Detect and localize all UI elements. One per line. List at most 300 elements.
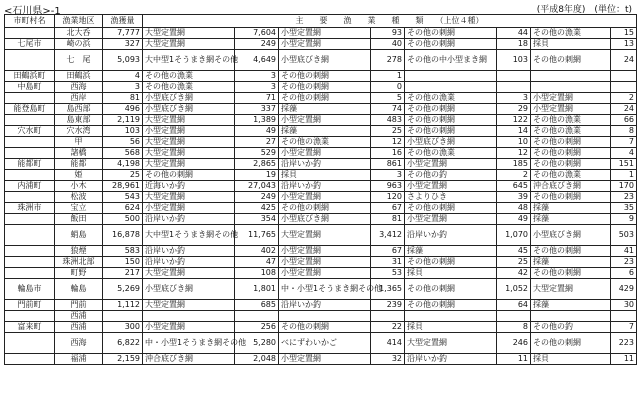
catch-cell: 4,198 xyxy=(103,159,143,170)
type-2-cell: 小型定置網 xyxy=(279,148,371,159)
municipality-cell xyxy=(5,93,55,104)
table-row xyxy=(5,322,637,333)
value-1-cell: 19 xyxy=(235,170,279,181)
type-2-cell: 小型定置網 xyxy=(279,115,371,126)
catch-cell: 5,093 xyxy=(103,50,143,71)
value-3-cell: 185 xyxy=(497,159,531,170)
table-row xyxy=(5,333,637,354)
type-4-cell: その他の漁業 xyxy=(531,126,611,137)
type-1-cell: 近海いか釣 xyxy=(143,181,235,192)
catch-cell xyxy=(103,311,143,322)
type-4-cell xyxy=(531,311,611,322)
type-3-cell: 小型定置網 xyxy=(405,159,497,170)
type-4-cell: その他の刺網 xyxy=(531,192,611,203)
table-row xyxy=(5,214,637,225)
value-4-cell: 13 xyxy=(611,39,637,50)
value-3-cell: 14 xyxy=(497,126,531,137)
area-cell: 西海 xyxy=(55,82,103,93)
value-2-cell: 53 xyxy=(371,268,405,279)
value-3-cell: 42 xyxy=(497,268,531,279)
area-cell: 輪島 xyxy=(55,279,103,300)
value-2-cell: 483 xyxy=(371,115,405,126)
municipality-cell: 中島町 xyxy=(5,82,55,93)
value-3-cell: 2 xyxy=(497,170,531,181)
type-1-cell: 大型定置網 xyxy=(143,137,235,148)
municipality-cell: 内浦町 xyxy=(5,181,55,192)
municipality-cell xyxy=(5,192,55,203)
type-4-cell xyxy=(531,71,611,82)
type-4-cell: その他の刺網 xyxy=(531,333,611,354)
area-cell: 崎の浜 xyxy=(55,39,103,50)
area-cell: 小木 xyxy=(55,181,103,192)
type-1-cell: 沖合底びき網 xyxy=(143,354,235,365)
catch-cell: 568 xyxy=(103,148,143,159)
table-row xyxy=(5,93,637,104)
type-3-cell: その他の刺網 xyxy=(405,104,497,115)
area-cell: 島東部 xyxy=(55,115,103,126)
area-cell: 諸橋 xyxy=(55,148,103,159)
value-3-cell: 11 xyxy=(497,354,531,365)
type-1-cell: 小型底びき網 xyxy=(143,279,235,300)
type-3-cell: その他の刺網 xyxy=(405,203,497,214)
type-4-cell: その他の刺網 xyxy=(531,246,611,257)
type-2-cell: 採藻 xyxy=(279,126,371,137)
header-municipality: 市町村名 xyxy=(5,15,55,28)
type-3-cell: その他の刺網 xyxy=(405,39,497,50)
municipality-cell: 門前町 xyxy=(5,300,55,311)
type-4-cell: その他の釣 xyxy=(531,322,611,333)
value-1-cell: 27,043 xyxy=(235,181,279,192)
value-3-cell: 64 xyxy=(497,300,531,311)
value-1-cell: 5,280 xyxy=(235,333,279,354)
value-2-cell: 278 xyxy=(371,50,405,71)
value-2-cell: 239 xyxy=(371,300,405,311)
value-3-cell xyxy=(497,82,531,93)
value-1-cell: 47 xyxy=(235,257,279,268)
table-row xyxy=(5,50,637,71)
value-1-cell: 3 xyxy=(235,82,279,93)
value-1-cell: 256 xyxy=(235,322,279,333)
type-1-cell: 大型定置網 xyxy=(143,115,235,126)
value-1-cell: 249 xyxy=(235,192,279,203)
type-2-cell: 採藻 xyxy=(279,104,371,115)
type-4-cell xyxy=(531,82,611,93)
catch-cell: 6,822 xyxy=(103,333,143,354)
area-cell: 西岸 xyxy=(55,93,103,104)
value-2-cell: 32 xyxy=(371,354,405,365)
catch-cell: 2,119 xyxy=(103,115,143,126)
table-row xyxy=(5,192,637,203)
area-cell: 飯田 xyxy=(55,214,103,225)
value-3-cell: 1,052 xyxy=(497,279,531,300)
type-3-cell: その他の漁業 xyxy=(405,93,497,104)
value-1-cell: 529 xyxy=(235,148,279,159)
value-3-cell: 246 xyxy=(497,333,531,354)
type-4-cell: その他の刺網 xyxy=(531,148,611,159)
value-2-cell: 67 xyxy=(371,203,405,214)
type-2-cell xyxy=(279,311,371,322)
value-3-cell: 18 xyxy=(497,39,531,50)
value-3-cell: 10 xyxy=(497,137,531,148)
type-4-cell: 採藻 xyxy=(531,257,611,268)
table-row xyxy=(5,300,637,311)
type-3-cell: その他の漁業 xyxy=(405,148,497,159)
value-3-cell: 48 xyxy=(497,203,531,214)
value-2-cell: 1,365 xyxy=(371,279,405,300)
value-4-cell: 7 xyxy=(611,322,637,333)
type-4-cell: 採藻 xyxy=(531,214,611,225)
type-4-cell: その他の漁業 xyxy=(531,115,611,126)
value-1-cell: 71 xyxy=(235,93,279,104)
catch-cell: 56 xyxy=(103,137,143,148)
type-1-cell xyxy=(143,311,235,322)
type-1-cell: 大型定置網 xyxy=(143,28,235,39)
municipality-cell xyxy=(5,354,55,365)
municipality-cell xyxy=(5,137,55,148)
type-4-cell: その他の漁業 xyxy=(531,28,611,39)
area-cell: 狼煙 xyxy=(55,246,103,257)
municipality-cell: 富来町 xyxy=(5,322,55,333)
type-4-cell: その他の刺網 xyxy=(531,159,611,170)
area-cell: 穴水湾 xyxy=(55,126,103,137)
type-2-cell: 小型定置網 xyxy=(279,257,371,268)
type-2-cell: その他の刺網 xyxy=(279,71,371,82)
table-row xyxy=(5,115,637,126)
catch-cell: 2,159 xyxy=(103,354,143,365)
type-2-cell: その他の刺網 xyxy=(279,203,371,214)
table-row xyxy=(5,268,637,279)
area-cell: 田鶴浜 xyxy=(55,71,103,82)
catch-cell: 300 xyxy=(103,322,143,333)
type-3-cell: その他の刺網 xyxy=(405,279,497,300)
value-1-cell: 108 xyxy=(235,268,279,279)
type-2-cell: べにずわいかご xyxy=(279,333,371,354)
table-row xyxy=(5,159,637,170)
type-1-cell: 大型定置網 xyxy=(143,39,235,50)
type-3-cell xyxy=(405,82,497,93)
type-2-cell: 大型定置網 xyxy=(279,225,371,246)
area-cell: 町野 xyxy=(55,268,103,279)
area-cell: 北大呑 xyxy=(55,28,103,39)
value-1-cell: 3 xyxy=(235,71,279,82)
type-1-cell: 小型底びき網 xyxy=(143,104,235,115)
value-3-cell: 103 xyxy=(497,50,531,71)
value-4-cell: 41 xyxy=(611,246,637,257)
value-3-cell xyxy=(497,311,531,322)
type-3-cell: 採貝 xyxy=(405,268,497,279)
value-4-cell: 24 xyxy=(611,50,637,71)
area-cell: 珠洲北部 xyxy=(55,257,103,268)
type-1-cell: 大型定置網 xyxy=(143,159,235,170)
type-4-cell: 沖合底びき網 xyxy=(531,181,611,192)
value-4-cell xyxy=(611,71,637,82)
area-cell: 松波 xyxy=(55,192,103,203)
table-row xyxy=(5,82,637,93)
type-3-cell: その他の刺網 xyxy=(405,257,497,268)
value-4-cell: 6 xyxy=(611,268,637,279)
value-1-cell: 2,865 xyxy=(235,159,279,170)
value-4-cell: 11 xyxy=(611,354,637,365)
catch-cell: 500 xyxy=(103,214,143,225)
type-3-cell: 採藻 xyxy=(405,246,497,257)
type-3-cell: 小型底びき網 xyxy=(405,137,497,148)
table-row xyxy=(5,246,637,257)
value-3-cell: 3 xyxy=(497,93,531,104)
value-3-cell: 44 xyxy=(497,28,531,39)
value-3-cell: 39 xyxy=(497,192,531,203)
type-2-cell: 沿岸いか釣 xyxy=(279,159,371,170)
type-1-cell: 小型定置網 xyxy=(143,322,235,333)
value-4-cell: 170 xyxy=(611,181,637,192)
area-cell: 門前 xyxy=(55,300,103,311)
type-1-cell: 大型定置網 xyxy=(143,192,235,203)
catch-cell: 4 xyxy=(103,71,143,82)
area-cell: 西浦 xyxy=(55,311,103,322)
catch-cell: 25 xyxy=(103,170,143,181)
type-4-cell: 大型定置網 xyxy=(531,279,611,300)
value-4-cell: 2 xyxy=(611,93,637,104)
table-body xyxy=(5,28,637,365)
value-2-cell: 3,412 xyxy=(371,225,405,246)
value-2-cell: 3 xyxy=(371,170,405,181)
municipality-cell xyxy=(5,214,55,225)
table-row xyxy=(5,181,637,192)
type-3-cell: 小型定置網 xyxy=(405,214,497,225)
type-1-cell: その他の漁業 xyxy=(143,71,235,82)
municipality-cell xyxy=(5,170,55,181)
value-4-cell: 7 xyxy=(611,137,637,148)
value-4-cell: 23 xyxy=(611,257,637,268)
value-3-cell: 49 xyxy=(497,214,531,225)
municipality-cell xyxy=(5,246,55,257)
value-1-cell: 685 xyxy=(235,300,279,311)
type-2-cell: 小型底びき網 xyxy=(279,50,371,71)
type-2-cell: 小型定置網 xyxy=(279,192,371,203)
type-2-cell: 沿岸いか釣 xyxy=(279,300,371,311)
catch-cell: 583 xyxy=(103,246,143,257)
value-1-cell: 4,649 xyxy=(235,50,279,71)
type-4-cell: その他の刺網 xyxy=(531,50,611,71)
value-4-cell: 23 xyxy=(611,192,637,203)
type-1-cell: 大中型1そうまき網その他 xyxy=(143,50,235,71)
value-2-cell: 861 xyxy=(371,159,405,170)
municipality-cell xyxy=(5,257,55,268)
table-row xyxy=(5,71,637,82)
value-2-cell xyxy=(371,311,405,322)
value-4-cell: 66 xyxy=(611,115,637,126)
area-cell: 蛸島 xyxy=(55,225,103,246)
catch-cell: 327 xyxy=(103,39,143,50)
type-1-cell: その他の刺網 xyxy=(143,170,235,181)
table-row xyxy=(5,257,637,268)
value-1-cell: 249 xyxy=(235,39,279,50)
value-3-cell: 1,070 xyxy=(497,225,531,246)
catch-cell: 7,777 xyxy=(103,28,143,39)
area-cell: 宝立 xyxy=(55,203,103,214)
type-3-cell: その他の刺網 xyxy=(405,115,497,126)
table-row xyxy=(5,354,637,365)
value-1-cell: 354 xyxy=(235,214,279,225)
catch-cell: 81 xyxy=(103,93,143,104)
area-cell: 島西部 xyxy=(55,104,103,115)
type-2-cell: 小型定置網 xyxy=(279,28,371,39)
value-1-cell: 425 xyxy=(235,203,279,214)
area-cell: 甲 xyxy=(55,137,103,148)
value-4-cell: 8 xyxy=(611,126,637,137)
municipality-cell: 穴水町 xyxy=(5,126,55,137)
header-main-types: 主 要 漁 業 種 類 （上位４種） xyxy=(143,15,637,28)
value-1-cell: 11,765 xyxy=(235,225,279,246)
table-row xyxy=(5,137,637,148)
type-3-cell: 沿岸いか釣 xyxy=(405,354,497,365)
catch-cell: 150 xyxy=(103,257,143,268)
catch-cell: 3 xyxy=(103,82,143,93)
value-1-cell xyxy=(235,311,279,322)
value-4-cell: 4 xyxy=(611,148,637,159)
municipality-cell xyxy=(5,311,55,322)
value-3-cell: 12 xyxy=(497,148,531,159)
type-1-cell: 小型底びき網 xyxy=(143,93,235,104)
type-2-cell: 採貝 xyxy=(279,170,371,181)
value-4-cell: 30 xyxy=(611,300,637,311)
type-3-cell xyxy=(405,311,497,322)
municipality-cell xyxy=(5,115,55,126)
value-3-cell: 8 xyxy=(497,322,531,333)
value-2-cell: 67 xyxy=(371,246,405,257)
value-4-cell: 223 xyxy=(611,333,637,354)
value-1-cell: 1,801 xyxy=(235,279,279,300)
type-1-cell: 中・小型1そうまき網その他 xyxy=(143,333,235,354)
type-3-cell: 大型定置網 xyxy=(405,333,497,354)
type-3-cell: その他の中小型まき網 xyxy=(405,50,497,71)
table-row xyxy=(5,170,637,181)
municipality-cell xyxy=(5,225,55,246)
area-cell: 七 尾 xyxy=(55,50,103,71)
type-2-cell: 小型底びき網 xyxy=(279,214,371,225)
type-4-cell: その他の刺網 xyxy=(531,268,611,279)
type-4-cell: その他の刺網 xyxy=(531,137,611,148)
area-cell: 西浦 xyxy=(55,322,103,333)
type-3-cell: その他の刺網 xyxy=(405,28,497,39)
value-1-cell: 402 xyxy=(235,246,279,257)
type-1-cell: 大中型1そうまき網その他 xyxy=(143,225,235,246)
value-2-cell: 93 xyxy=(371,28,405,39)
type-4-cell: その他の漁業 xyxy=(531,170,611,181)
header-row xyxy=(5,15,637,28)
type-1-cell: その他の漁業 xyxy=(143,82,235,93)
table-row xyxy=(5,39,637,50)
catch-cell: 217 xyxy=(103,268,143,279)
type-1-cell: 沿岸いか釣 xyxy=(143,257,235,268)
value-2-cell: 74 xyxy=(371,104,405,115)
value-4-cell xyxy=(611,82,637,93)
type-2-cell: 小型定置網 xyxy=(279,39,371,50)
value-3-cell: 122 xyxy=(497,115,531,126)
type-2-cell: その他の漁業 xyxy=(279,137,371,148)
type-1-cell: 大型定置網 xyxy=(143,268,235,279)
municipality-cell xyxy=(5,28,55,39)
type-3-cell: その他の刺網 xyxy=(405,300,497,311)
type-4-cell: 採藻 xyxy=(531,203,611,214)
municipality-cell: 能登島町 xyxy=(5,104,55,115)
municipality-cell: 能都町 xyxy=(5,159,55,170)
municipality-cell xyxy=(5,268,55,279)
catch-cell: 16,878 xyxy=(103,225,143,246)
type-4-cell: 採貝 xyxy=(531,39,611,50)
municipality-cell xyxy=(5,50,55,71)
type-1-cell: 小型定置網 xyxy=(143,203,235,214)
municipality-cell: 七尾市 xyxy=(5,39,55,50)
type-4-cell: 採貝 xyxy=(531,354,611,365)
table-row xyxy=(5,279,637,300)
municipality-cell xyxy=(5,333,55,354)
catch-cell: 5,269 xyxy=(103,279,143,300)
type-2-cell: 小型定置網 xyxy=(279,246,371,257)
value-1-cell: 27 xyxy=(235,137,279,148)
value-4-cell: 15 xyxy=(611,28,637,39)
municipality-cell: 輪島市 xyxy=(5,279,55,300)
type-2-cell: 小型定置網 xyxy=(279,354,371,365)
value-1-cell: 7,604 xyxy=(235,28,279,39)
type-4-cell: 小型定置網 xyxy=(531,104,611,115)
table-row xyxy=(5,104,637,115)
type-1-cell: 沿岸いか釣 xyxy=(143,246,235,257)
type-4-cell: 採藻 xyxy=(531,300,611,311)
type-1-cell: 小型定置網 xyxy=(143,126,235,137)
type-3-cell: 沿岸いか釣 xyxy=(405,225,497,246)
type-3-cell: 小型定置網 xyxy=(405,181,497,192)
value-4-cell: 503 xyxy=(611,225,637,246)
value-2-cell: 5 xyxy=(371,93,405,104)
table-row xyxy=(5,225,637,246)
type-2-cell: その他の刺網 xyxy=(279,82,371,93)
value-2-cell: 25 xyxy=(371,126,405,137)
value-4-cell xyxy=(611,311,637,322)
value-4-cell: 9 xyxy=(611,214,637,225)
municipality-cell: 珠洲市 xyxy=(5,203,55,214)
value-3-cell: 645 xyxy=(497,181,531,192)
type-3-cell: さよりひき xyxy=(405,192,497,203)
value-2-cell: 31 xyxy=(371,257,405,268)
value-1-cell: 49 xyxy=(235,126,279,137)
table-row xyxy=(5,311,637,322)
type-3-cell xyxy=(405,71,497,82)
municipality-cell xyxy=(5,148,55,159)
value-2-cell: 0 xyxy=(371,82,405,93)
value-4-cell: 1 xyxy=(611,170,637,181)
value-3-cell xyxy=(497,71,531,82)
catch-cell: 496 xyxy=(103,104,143,115)
area-cell: 能都 xyxy=(55,159,103,170)
type-1-cell: 大型定置網 xyxy=(143,148,235,159)
value-2-cell: 16 xyxy=(371,148,405,159)
type-2-cell: 沿岸いか釣 xyxy=(279,181,371,192)
value-3-cell: 29 xyxy=(497,104,531,115)
value-2-cell: 40 xyxy=(371,39,405,50)
municipality-cell: 田鶴浜町 xyxy=(5,71,55,82)
header-area: 漁業地区 xyxy=(55,15,103,28)
type-2-cell: 中・小型1そうまき網その他 xyxy=(279,279,371,300)
type-1-cell: 沿岸いか釣 xyxy=(143,214,235,225)
table-row xyxy=(5,148,637,159)
type-1-cell: 大型定置網 xyxy=(143,300,235,311)
value-2-cell: 22 xyxy=(371,322,405,333)
value-1-cell: 1,389 xyxy=(235,115,279,126)
value-4-cell: 35 xyxy=(611,203,637,214)
value-2-cell: 120 xyxy=(371,192,405,203)
area-cell: 姫 xyxy=(55,170,103,181)
catch-cell: 28,961 xyxy=(103,181,143,192)
